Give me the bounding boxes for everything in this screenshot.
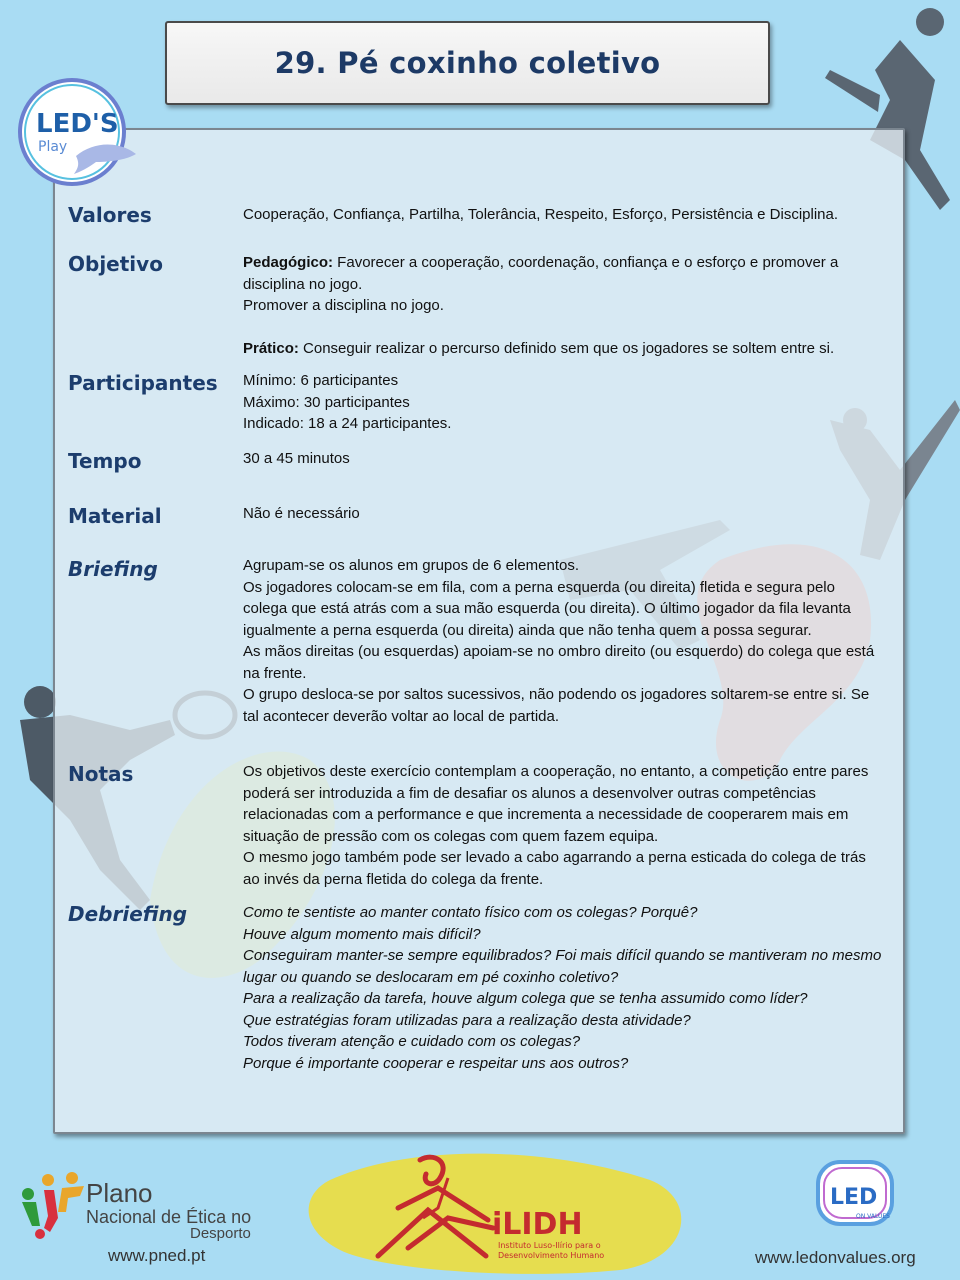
led-logo-sub: ON VALUES [856, 1213, 890, 1220]
ilidh-name: iLIDH [492, 1207, 583, 1242]
pratico-text: Conseguir realizar o percurso definido sem que os jogadores se soltem entre si. [298, 340, 835, 357]
debriefing-question: Houve algum momento mais difícil? [243, 925, 481, 943]
heading-debriefing: Debriefing [68, 902, 188, 926]
participantes-line: Mínimo: 6 participantes [243, 372, 399, 389]
debriefing-question: Conseguiram manter-se sempre equilibrados? Foi mais difícil quando se mantiveram no mesmo lugar ou quando se deslocaram em pé coxinho coletivo? [243, 947, 882, 986]
leds-play-logo [14, 76, 144, 192]
material-text: Não é necessário [243, 505, 360, 522]
debriefing-content [243, 902, 883, 1074]
led-on-values-logo [810, 1156, 900, 1236]
pned-url[interactable]: www.pned.pt [108, 1246, 206, 1265]
briefing-line: Os jogadores colocam-se em fila, com a perna esquerda (ou direita) fletida e segura pelo colega que está atrás com a sua mão esquerda (ou direita). O último jogador da fila levanta igualmente a perna esquerda (ou direita) ainda que não tenha quem a possa segurar. [243, 578, 851, 639]
pratico-label: Prático: [243, 340, 299, 357]
notas-content [243, 761, 883, 890]
ilidh-figure-icon [378, 1157, 493, 1256]
heading-notas: Notas [68, 762, 134, 786]
objetivo-content [243, 252, 883, 360]
participantes-content [243, 370, 883, 435]
title-box [165, 21, 770, 105]
debriefing-question: Todos tiveram atenção e cuidado com os colegas? [243, 1033, 581, 1050]
debriefing-question: Para a realização da tarefa, houve algum colega que se tenha assumido como líder? [243, 990, 808, 1007]
pned-logo-mark [18, 1168, 88, 1247]
briefing-line: O grupo desloca-se por saltos sucessivos, não podendo os jogadores soltarem-se entre si. Se tal acontecer deverão voltar ao local de partida. [243, 686, 870, 725]
notas-line: O mesmo jogo também pode ser levado a cabo agarrando a perna esticada do colega de trás ao invés da perna fletida do colega da frente. [243, 849, 866, 888]
pedagogico-label: Pedagógico: [243, 254, 334, 271]
notas-line: Os objetivos deste exercício contemplam a cooperação, no entanto, a competição entre pares poderá ser introduzida a fim de desafiar os alunos a desenvolver outras competências relacionadas com a performance e que incrementa a necessidade de cooperarem mais em situação de pressão com os colegas com quem fazem equipa. [243, 763, 869, 845]
heading-objetivo: Objetivo [68, 252, 163, 276]
heading-briefing: Briefing [68, 557, 158, 581]
leds-logo-sub: Play [38, 139, 68, 155]
objetivo-pedagogico [243, 252, 883, 295]
ilidh-logo [368, 1148, 618, 1270]
valores-text: Cooperação, Confiança, Partilha, Tolerância, Respeito, Esforço, Persistência e Disciplina. [243, 206, 839, 223]
pedagogico-text: Favorecer a cooperação, coordenação, confiança e o esforço e promover a disciplina no jogo. [243, 254, 839, 293]
briefing-line: As mãos direitas (ou esquerdas) apoiam-se no ombro direito (ou esquerdo) do colega que está na frente. [243, 643, 875, 682]
briefing-content [243, 555, 883, 727]
heading-tempo: Tempo [68, 449, 142, 473]
heading-valores: Valores [68, 203, 152, 227]
tempo-text: 30 a 45 minutos [243, 450, 350, 467]
led-logo-text: LED [830, 1185, 878, 1210]
debriefing-question: Porque é importante cooperar e respeitar uns aos outros? [243, 1054, 629, 1072]
debriefing-question: Que estratégias foram utilizadas para a realização desta atividade? [243, 1011, 691, 1029]
ilidh-sub1: Instituto Luso-Ilírio para o [498, 1241, 601, 1250]
ilidh-sub2: Desenvolvimento Humano [498, 1251, 605, 1260]
pned-line2: Nacional de Ética no [86, 1207, 252, 1227]
pned-line3: Desporto [190, 1225, 251, 1242]
objetivo-pedagogico-2: Promover a disciplina no jogo. [243, 297, 444, 314]
heading-participantes: Participantes [68, 371, 218, 395]
pned-logo-text [86, 1180, 251, 1241]
leds-logo-text: LED'S [36, 109, 119, 139]
participantes-line: Indicado: 18 a 24 participantes. [243, 415, 452, 432]
objetivo-pratico [243, 338, 883, 360]
heading-material: Material [68, 504, 162, 528]
briefing-line: Agrupam-se os alunos em grupos de 6 elementos. [243, 557, 580, 574]
page-title: 29. Pé coxinho coletivo [274, 46, 661, 80]
participantes-line: Máximo: 30 participantes [243, 393, 410, 411]
pned-line1: Plano [86, 1178, 153, 1208]
debriefing-question: Como te sentiste ao manter contato físico com os colegas? Porquê? [243, 904, 698, 921]
led-url[interactable]: www.ledonvalues.org [755, 1248, 916, 1267]
